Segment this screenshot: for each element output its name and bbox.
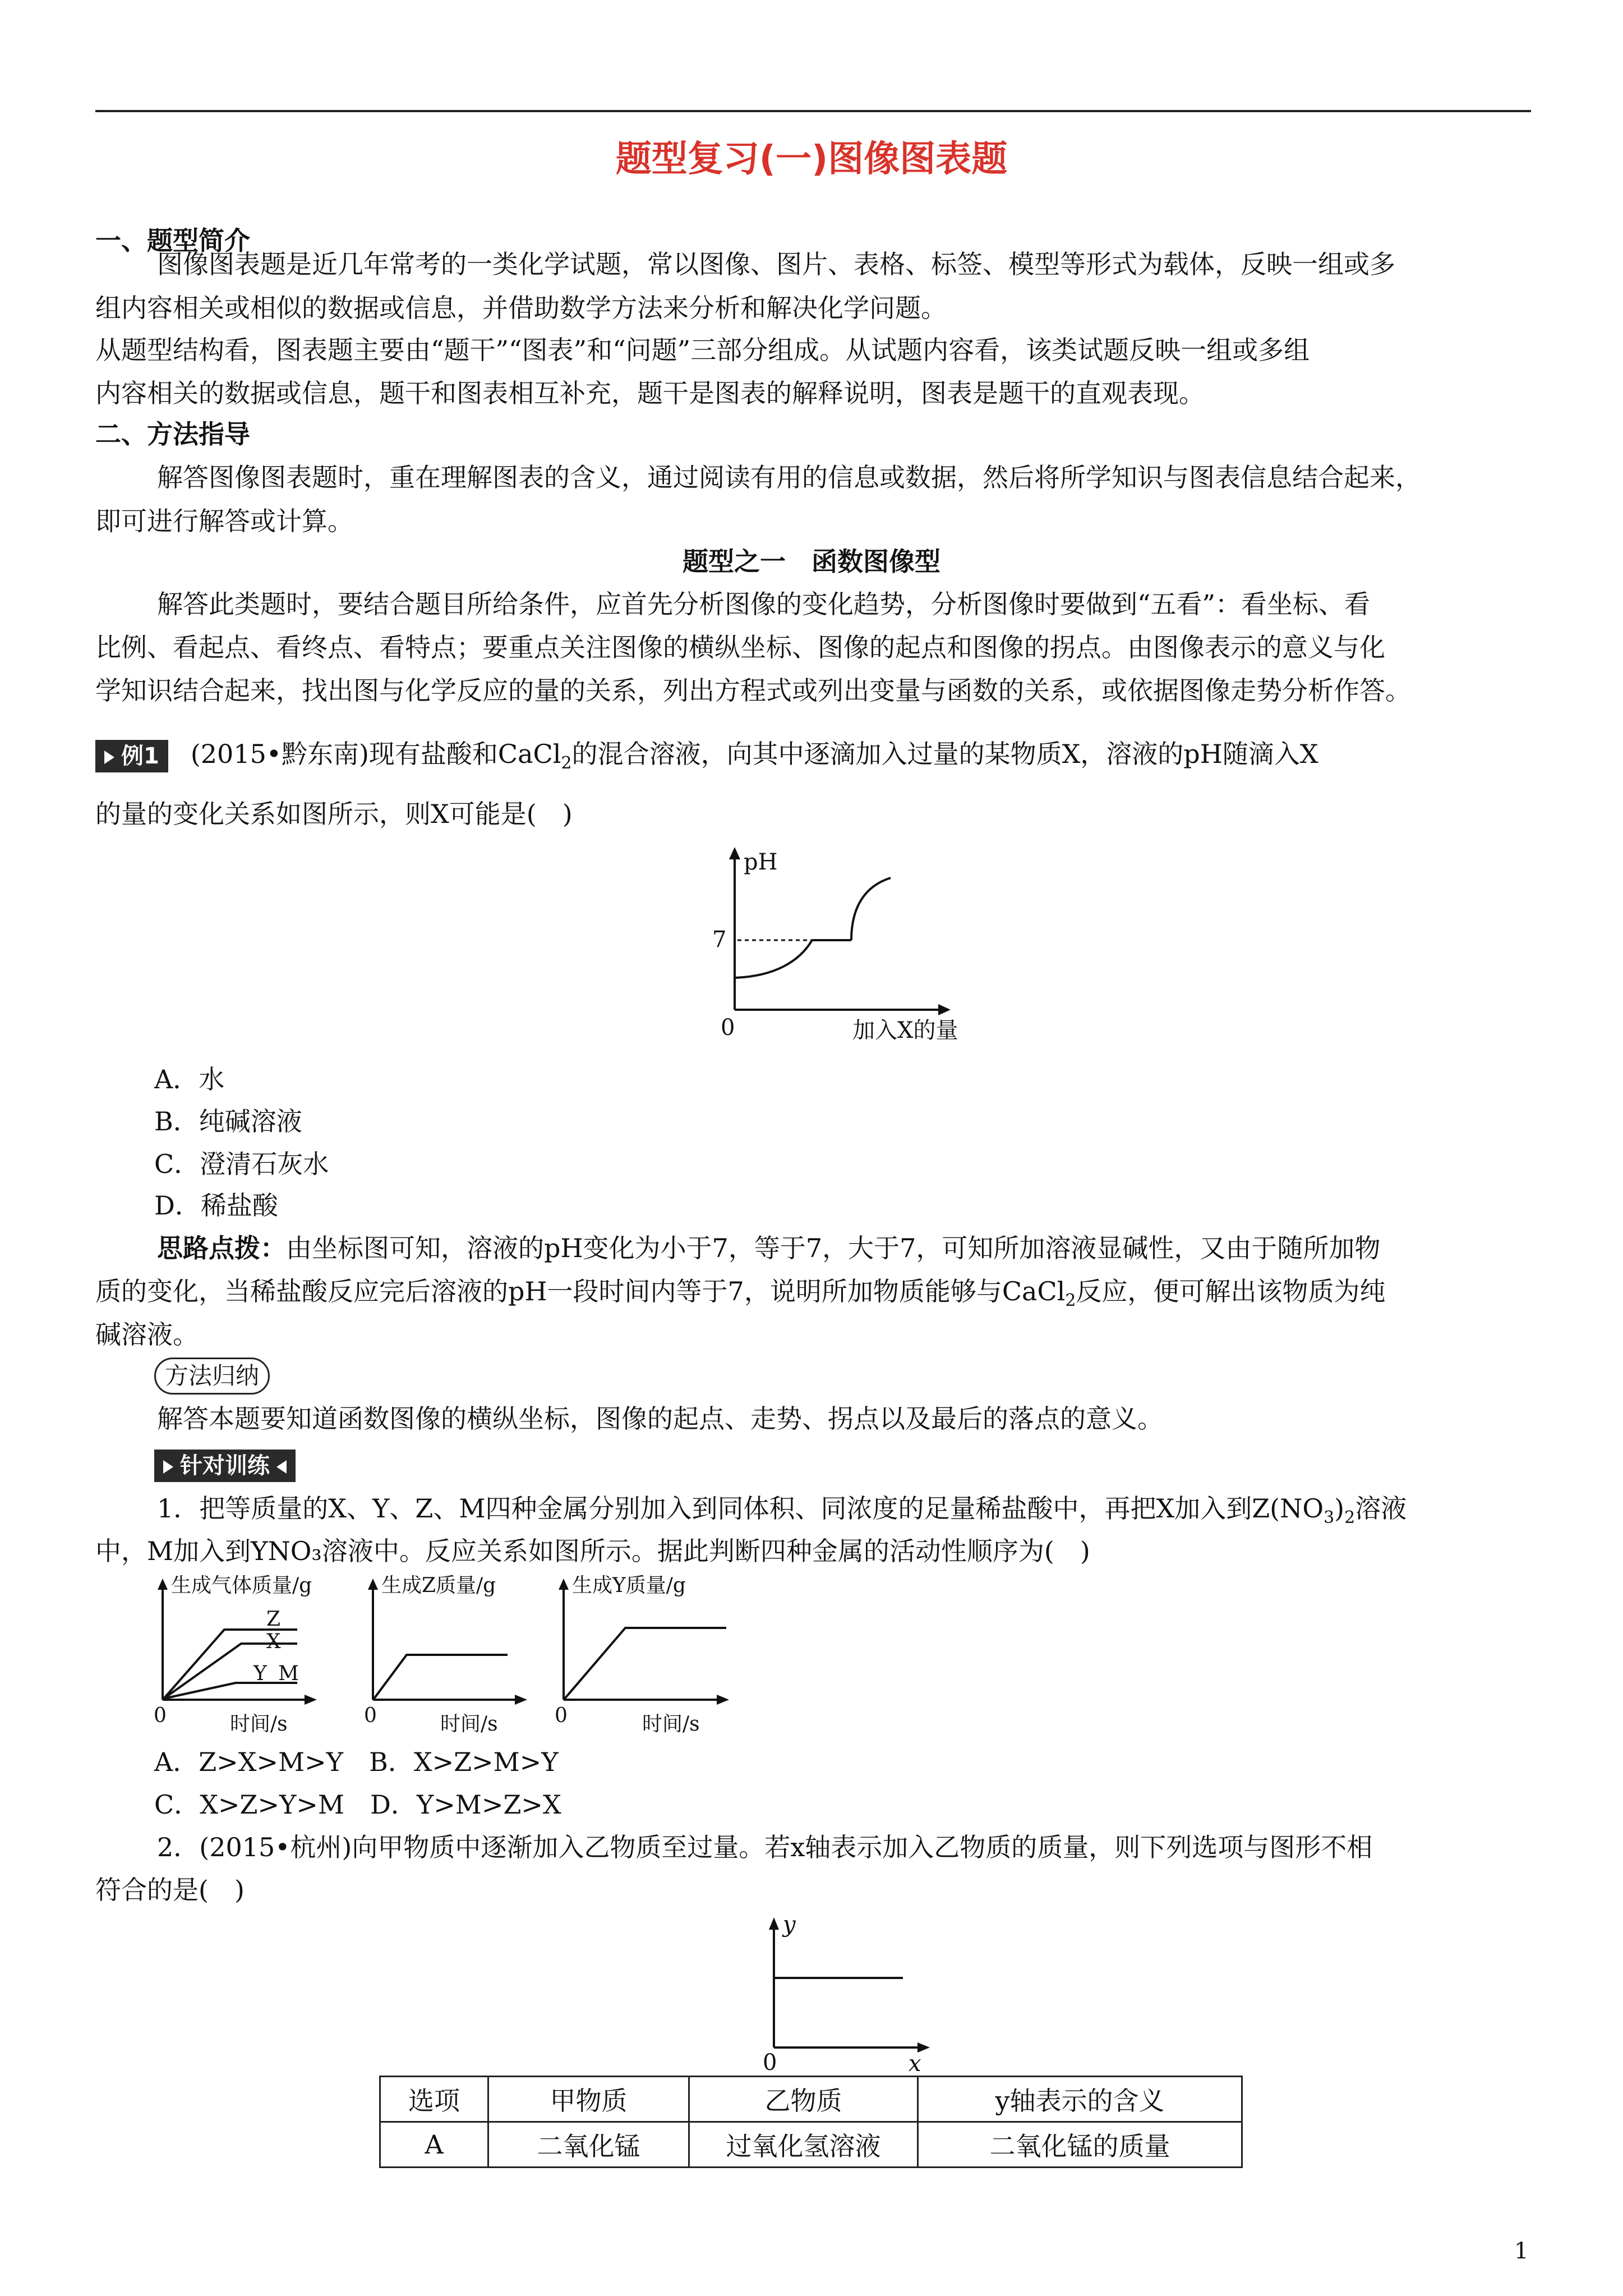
graph-gas bbox=[154, 1574, 317, 1736]
ph-axis-label: pH bbox=[744, 849, 778, 875]
sec1-p2-line2: 内容相关的数据或信息，题干和图表相互补充，题干是图表的解释说明，图表是题干的直观表现。 bbox=[95, 378, 1205, 408]
ph-tick-7: 7 bbox=[712, 927, 727, 953]
options-table bbox=[379, 2076, 1243, 2168]
table-header-row: 选项 甲物质 乙物质 y轴表示的含义 bbox=[380, 2077, 1242, 2122]
top-rule bbox=[95, 110, 1531, 112]
svg-text:生成气体质量/g: 生成气体质量/g bbox=[171, 1574, 312, 1597]
ph-x-label: 加入X的量 bbox=[852, 1018, 958, 1043]
page-number: 1 bbox=[1514, 2238, 1529, 2264]
type1-line3: 学知识结合起来，找出图与化学反应的量的关系，列出方程式或列出变量与函数的关系，或依据图像走势分析作答。 bbox=[95, 675, 1411, 706]
svg-text:x: x bbox=[909, 2051, 921, 2076]
q2-line1: 2．(2015•杭州)向甲物质中逐渐加入乙物质至过量。若x轴表示加入乙物质的质量，则下列选项与图形不相 bbox=[157, 1832, 1373, 1862]
option-c: C．澄清石灰水 bbox=[154, 1149, 329, 1179]
example1-line2: 的量的变化关系如图所示，则X可能是( ) bbox=[95, 799, 573, 829]
svg-text:M: M bbox=[278, 1662, 299, 1685]
svg-text:0: 0 bbox=[763, 2050, 777, 2076]
type1-line1: 解答此类题时，要结合题目所给条件，应首先分析图像的变化趋势，分析图像时要做到“五看”：看坐标、看 bbox=[157, 589, 1371, 619]
type1-line2: 比例、看起点、看终点、看特点；要重点关注图像的横纵坐标、图像的起点和图像的拐点。由图像表示的意义与化 bbox=[95, 632, 1385, 662]
svg-text:时间/s: 时间/s bbox=[230, 1713, 288, 1736]
q1-opts-line1: A．Z>X>M>Y B．X>Z>M>Y bbox=[154, 1747, 559, 1777]
svg-text:0: 0 bbox=[154, 1704, 167, 1727]
q1-line2: 中，M加入到YNO₃溶液中。反应关系如图所示。据此判断四种金属的活动性顺序为( ) bbox=[95, 1536, 1090, 1566]
q1-line1: 1．把等质量的X、Y、Z、M四种金属分别加入到同体积、同浓度的足量稀盐酸中，再把X加入到$Z(NO_3)_2$溶液 bbox=[157, 1493, 1407, 1528]
svg-text:Z: Z bbox=[266, 1608, 281, 1631]
svg-text:生成Z质量/g: 生成Z质量/g bbox=[381, 1574, 496, 1597]
hint-line3: 碱溶液。 bbox=[95, 1319, 199, 1350]
ph-origin: 0 bbox=[721, 1015, 735, 1041]
sec1-p1-line1: 图像图表题是近几年常考的一类化学试题，常以图像、图片、表格、标签、模型等形式为载体，反映一组或多 bbox=[157, 249, 1395, 279]
sec2-line1: 解答图像图表题时，重在理解图表的含义，通过阅读有用的信息或数据，然后将所学知识与图表信息结合起来， bbox=[157, 462, 1421, 493]
svg-text:时间/s: 时间/s bbox=[642, 1713, 700, 1736]
training-badge-row bbox=[154, 1442, 1590, 1485]
method-label: 方法归纳 bbox=[154, 1353, 1590, 1397]
type1-heading: 题型之一 函数图像型 bbox=[683, 546, 940, 577]
svg-text:Y: Y bbox=[253, 1662, 267, 1685]
svg-text:y: y bbox=[783, 1913, 796, 1938]
method-text: 解答本题要知道函数图像的横纵坐标，图像的起点、走势、拐点以及最后的落点的意义。 bbox=[157, 1404, 1163, 1434]
sec2-line2: 即可进行解答或计算。 bbox=[95, 506, 353, 536]
graph-y bbox=[555, 1574, 729, 1736]
svg-text:时间/s: 时间/s bbox=[440, 1713, 498, 1736]
q1-opts-line2: C．X>Z>Y>M D．Y>M>Z>X bbox=[154, 1789, 561, 1820]
hint-line1: 思路点拨：由坐标图可知，溶液的pH变化为小于7，等于7，大于7，可知所加溶液显碱性，又由于随所加物 bbox=[157, 1233, 1381, 1263]
page-title: 题型复习(一)图像图表题 bbox=[615, 139, 1008, 180]
svg-text:0: 0 bbox=[364, 1704, 377, 1727]
svg-text:0: 0 bbox=[555, 1704, 568, 1727]
table-row: A 二氧化锰 过氧化氢溶液 二氧化锰的质量 bbox=[380, 2122, 1242, 2168]
option-d: D．稀盐酸 bbox=[154, 1190, 278, 1221]
q2-line2: 符合的是( ) bbox=[95, 1875, 245, 1905]
example-badge: 例1 bbox=[95, 740, 168, 772]
example1-line1: 例1 (2015•黔东南)现有盐酸和CaCl$_2$的混合溶液，向其中逐滴加入过量的某物质X，溶液的pH随滴入X bbox=[95, 732, 1531, 785]
svg-text:X: X bbox=[266, 1630, 281, 1653]
q2-graph bbox=[740, 1913, 942, 2078]
option-a: A．水 bbox=[154, 1064, 225, 1094]
section-1-heading: 一、题型简介 bbox=[95, 226, 250, 256]
sec1-p1-line2: 组内容相关或相似的数据或信息，并借助数学方法来分析和解决化学问题。 bbox=[95, 293, 947, 323]
ph-graph bbox=[701, 841, 1015, 1051]
option-b: B．纯碱溶液 bbox=[154, 1106, 302, 1137]
section-2-heading: 二、方法指导 bbox=[95, 419, 250, 449]
sec1-p2-line1: 从题型结构看，图表题主要由“题干”“图表”和“问题”三部分组成。从试题内容看，该类试题反映一组或多组 bbox=[95, 335, 1310, 365]
q1-graphs bbox=[140, 1571, 757, 1741]
svg-text:生成Y质量/g: 生成Y质量/g bbox=[572, 1574, 686, 1597]
graph-z bbox=[364, 1574, 527, 1736]
training-badge: 针对训练 bbox=[154, 1450, 296, 1482]
hint-line2: 质的变化，当稀盐酸反应完后溶液的pH一段时间内等于7，说明所加物质能够与CaCl$_2$反应，便可解出该物质为纯 bbox=[95, 1276, 1386, 1311]
